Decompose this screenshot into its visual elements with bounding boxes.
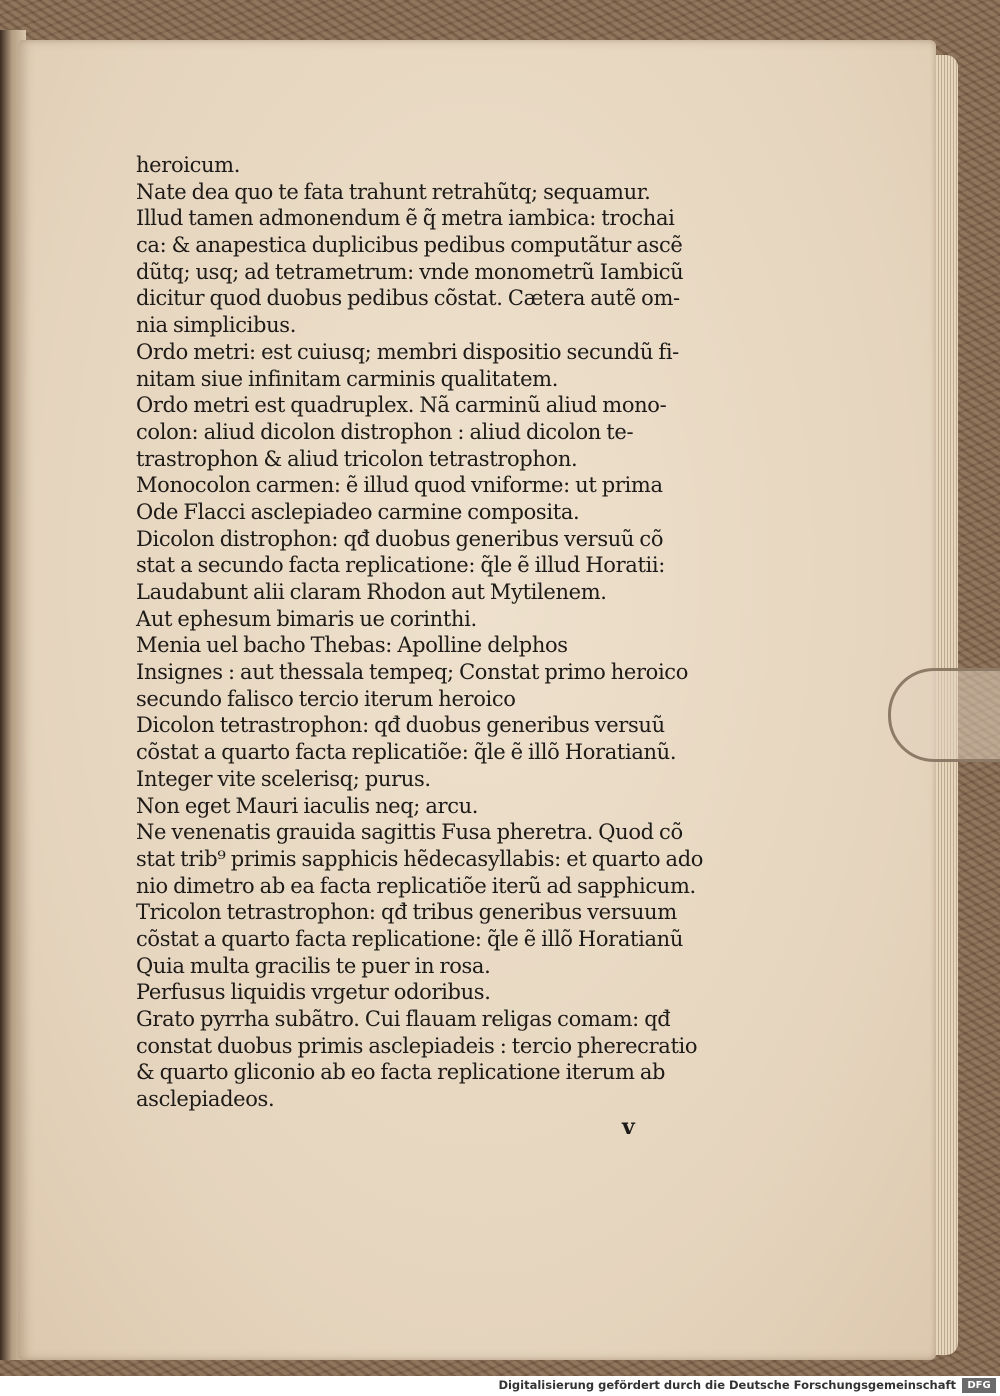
text-line: Quia multa gracilis te puer in rosa. <box>136 953 491 978</box>
text-line: Ode Flacci asclepiadeo carmine composita. <box>136 499 580 524</box>
dfg-logo-icon: DFG <box>962 1378 996 1393</box>
text-line: constat duobus primis asclepiadeis : tercio pherecratio <box>136 1033 698 1058</box>
text-line: stat a secundo facta replicatione: q̃le ẽ illud Horatii: <box>136 553 666 578</box>
text-line: colon: aliud dicolon distrophon : aliud dicolon te- <box>136 419 634 444</box>
text-line: Integer vite scelerisq; purus. <box>136 766 431 791</box>
text-line: cõstat a quarto facta replicatiõe: q̃le ẽ illõ Horatianũ. <box>136 740 677 765</box>
text-line: Perfusus liquidis vrgetur odoribus. <box>136 980 491 1005</box>
text-line: dicitur quod duobus pedibus cõstat. Cætera autẽ om- <box>136 286 680 311</box>
text-line: Monocolon carmen: ẽ illud quod vniforme: ut prima <box>136 473 663 498</box>
text-line: Illud tamen admonendum ẽ q̃ metra iambica: trochai <box>136 206 675 231</box>
text-line: Tricolon tetrastrophon: qđ tribus generibus versuum <box>136 900 677 925</box>
page-text <box>136 152 736 1113</box>
text-line: trastrophon & aliud tricolon tetrastrophon. <box>136 446 578 471</box>
text-line: Menia uel bacho Thebas: Apolline delphos <box>136 633 568 658</box>
funding-credit: Digitalisierung gefördert durch die Deutsche Forschungsgemeinschaft <box>498 1378 956 1392</box>
footer-bar <box>0 1376 1000 1396</box>
text-line: Ne venenatis grauida sagittis Fusa pheretra. Quod cõ <box>136 820 683 845</box>
text-line: asclepiadeos. <box>136 1087 275 1112</box>
text-line: Insignes : aut thessala tempeq; Constat primo heroico <box>136 660 689 685</box>
text-line: Grato pyrrha subãtro. Cui flauam religas comam: qđ <box>136 1007 671 1031</box>
text-line: heroicum. <box>136 153 241 177</box>
text-line: Ordo metri: est cuiusq; membri dispositio secundũ fi- <box>136 339 679 364</box>
text-line: Aut ephesum bimaris ue corinthi. <box>136 606 477 631</box>
text-line: Dicolon distrophon: qđ duobus generibus versuũ cõ <box>136 526 664 551</box>
text-line: ca: & anapestica duplicibus pedibus computãtur ascẽ <box>136 233 683 258</box>
signature-mark: v <box>622 1114 635 1140</box>
text-line: nia simplicibus. <box>136 313 297 338</box>
text-line: & quarto gliconio ab eo facta replicatione iterum ab <box>136 1060 666 1085</box>
text-line: nio dimetro ab ea facta replicatiõe iterũ ad sapphicum. <box>136 873 696 898</box>
text-line: stat trib⁹ primis sapphicis hẽdecasyllabis: et quarto ado <box>136 846 704 871</box>
text-line: secundo falisco tercio iterum heroico <box>136 686 516 711</box>
text-line: dũtq; usq; ad tetrametrum: vnde monometrũ Iambicũ <box>136 259 684 284</box>
text-line: nitam siue infinitam carminis qualitatem. <box>136 366 559 391</box>
text-line: Non eget Mauri iaculis neq; arcu. <box>136 793 479 818</box>
clasp-strap <box>888 668 1000 762</box>
text-line: cõstat a quarto facta replicatione: q̃le ẽ illõ Horatianũ <box>136 926 684 951</box>
text-line: Laudabunt alii claram Rhodon aut Mytilenem. <box>136 580 607 604</box>
text-line: Ordo metri est quadruplex. Nã carminũ aliud mono- <box>136 393 667 418</box>
text-line: Dicolon tetrastrophon: qđ duobus generibus versuũ <box>136 713 665 738</box>
text-line: Nate dea quo te fata trahunt retrahũtq; sequamur. <box>136 179 651 204</box>
